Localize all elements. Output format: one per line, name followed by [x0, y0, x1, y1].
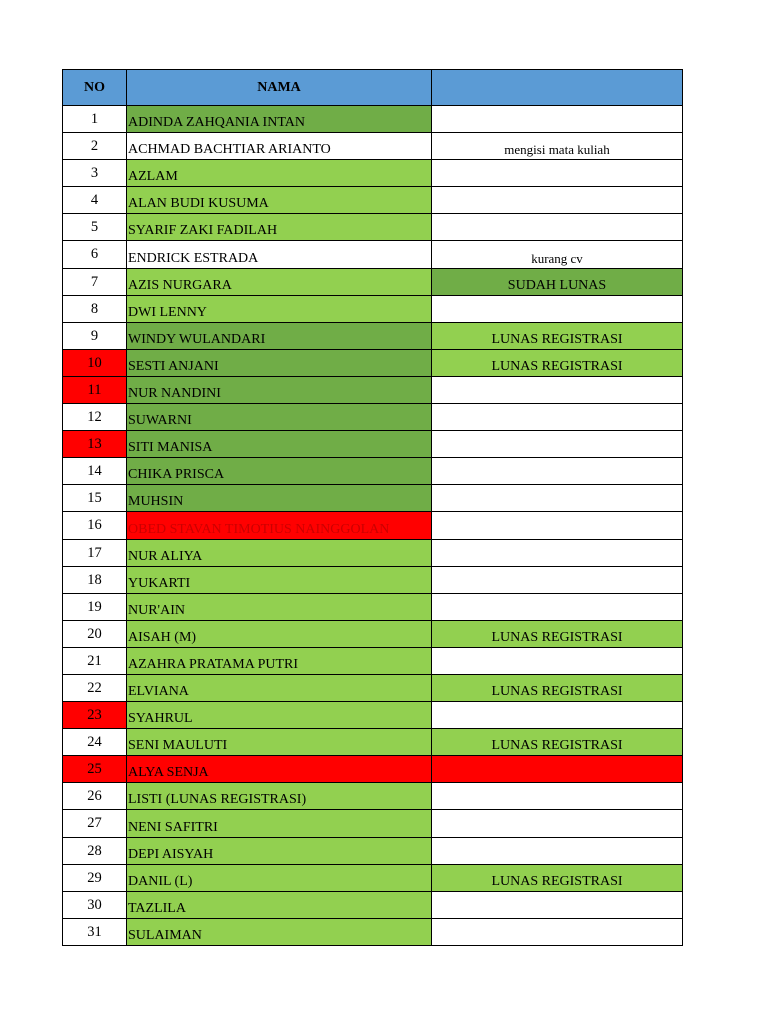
cell-keterangan[interactable]	[432, 891, 683, 918]
table-row	[63, 783, 683, 810]
table-row	[63, 241, 683, 268]
cell-keterangan[interactable]	[432, 295, 683, 322]
table-row	[63, 593, 683, 620]
cell-nama[interactable]: SULAIMAN	[127, 918, 432, 945]
table-row	[63, 674, 683, 701]
table-row	[63, 295, 683, 322]
cell-keterangan[interactable]: mengisi mata kuliah	[432, 133, 683, 160]
cell-keterangan[interactable]: kurang cv	[432, 241, 683, 268]
cell-no[interactable]: 17	[63, 539, 127, 566]
cell-keterangan[interactable]	[432, 431, 683, 458]
cell-nama[interactable]: SITI MANISA	[127, 431, 432, 458]
cell-nama[interactable]: LISTI (LUNAS REGISTRASI)	[127, 783, 432, 810]
cell-no[interactable]: 13	[63, 431, 127, 458]
table-row	[63, 106, 683, 133]
cell-no[interactable]: 8	[63, 295, 127, 322]
cell-nama[interactable]: ALAN BUDI KUSUMA	[127, 187, 432, 214]
cell-nama[interactable]: AISAH (M)	[127, 620, 432, 647]
cell-keterangan[interactable]: LUNAS REGISTRASI	[432, 729, 683, 756]
cell-no[interactable]: 30	[63, 891, 127, 918]
spreadsheet	[62, 69, 683, 946]
cell-keterangan[interactable]	[432, 539, 683, 566]
cell-no[interactable]: 2	[63, 133, 127, 160]
cell-keterangan[interactable]	[432, 376, 683, 403]
cell-keterangan[interactable]	[432, 647, 683, 674]
table-row	[63, 891, 683, 918]
table-row	[63, 837, 683, 864]
cell-nama[interactable]: ENDRICK ESTRADA	[127, 241, 432, 268]
cell-nama[interactable]: DEPI AISYAH	[127, 837, 432, 864]
cell-keterangan[interactable]: LUNAS REGISTRASI	[432, 620, 683, 647]
cell-keterangan[interactable]	[432, 458, 683, 485]
table-row	[63, 160, 683, 187]
cell-nama[interactable]: TAZLILA	[127, 891, 432, 918]
cell-no[interactable]: 25	[63, 756, 127, 783]
cell-no[interactable]: 5	[63, 214, 127, 241]
table-row	[63, 322, 683, 349]
cell-keterangan[interactable]	[432, 837, 683, 864]
cell-no[interactable]: 31	[63, 918, 127, 945]
cell-nama[interactable]: WINDY WULANDARI	[127, 322, 432, 349]
table-row	[63, 729, 683, 756]
table-row	[63, 187, 683, 214]
cell-keterangan[interactable]	[432, 918, 683, 945]
cell-nama[interactable]: YUKARTI	[127, 566, 432, 593]
cell-keterangan[interactable]	[432, 810, 683, 837]
cell-nama[interactable]: ALYA SENJA	[127, 756, 432, 783]
cell-keterangan[interactable]	[432, 106, 683, 133]
cell-no[interactable]: 10	[63, 349, 127, 376]
cell-nama[interactable]: NUR NANDINI	[127, 376, 432, 403]
table-row	[63, 376, 683, 403]
table-row	[63, 485, 683, 512]
cell-no[interactable]: 23	[63, 702, 127, 729]
cell-no[interactable]: 9	[63, 322, 127, 349]
table-row	[63, 214, 683, 241]
cell-nama[interactable]: ELVIANA	[127, 674, 432, 701]
table-row	[63, 620, 683, 647]
table-row	[63, 458, 683, 485]
cell-no[interactable]: 4	[63, 187, 127, 214]
cell-keterangan[interactable]: LUNAS REGISTRASI	[432, 349, 683, 376]
cell-keterangan[interactable]	[432, 702, 683, 729]
table-body	[63, 106, 683, 946]
cell-no[interactable]: 20	[63, 620, 127, 647]
table-row	[63, 349, 683, 376]
cell-nama[interactable]: SESTI ANJANI	[127, 349, 432, 376]
cell-keterangan[interactable]	[432, 593, 683, 620]
cell-nama[interactable]: NUR ALIYA	[127, 539, 432, 566]
cell-no[interactable]: 16	[63, 512, 127, 539]
cell-keterangan[interactable]	[432, 160, 683, 187]
cell-nama[interactable]: SYAHRUL	[127, 702, 432, 729]
cell-no[interactable]: 14	[63, 458, 127, 485]
cell-keterangan[interactable]	[432, 187, 683, 214]
cell-nama[interactable]: SUWARNI	[127, 404, 432, 431]
table-row	[63, 404, 683, 431]
cell-no[interactable]: 19	[63, 593, 127, 620]
table-row	[63, 864, 683, 891]
cell-no[interactable]: 12	[63, 404, 127, 431]
cell-keterangan[interactable]: LUNAS REGISTRASI	[432, 322, 683, 349]
table-row	[63, 268, 683, 295]
table-row	[63, 133, 683, 160]
cell-keterangan[interactable]	[432, 512, 683, 539]
table-row	[63, 918, 683, 945]
cell-keterangan[interactable]	[432, 485, 683, 512]
cell-no[interactable]: 1	[63, 106, 127, 133]
cell-nama[interactable]: NUR'AIN	[127, 593, 432, 620]
cell-nama[interactable]: DWI LENNY	[127, 295, 432, 322]
cell-no[interactable]: 24	[63, 729, 127, 756]
table-row	[63, 539, 683, 566]
cell-keterangan[interactable]: SUDAH LUNAS	[432, 268, 683, 295]
header-no[interactable]: NO	[63, 70, 127, 106]
cell-nama[interactable]: AZIS NURGARA	[127, 268, 432, 295]
cell-keterangan[interactable]	[432, 756, 683, 783]
cell-no[interactable]: 27	[63, 810, 127, 837]
cell-no[interactable]: 18	[63, 566, 127, 593]
cell-keterangan[interactable]: LUNAS REGISTRASI	[432, 864, 683, 891]
cell-nama[interactable]: SENI MAULUTI	[127, 729, 432, 756]
cell-no[interactable]: 3	[63, 160, 127, 187]
cell-nama[interactable]: CHIKA PRISCA	[127, 458, 432, 485]
cell-keterangan[interactable]	[432, 783, 683, 810]
cell-keterangan[interactable]: LUNAS REGISTRASI	[432, 674, 683, 701]
cell-keterangan[interactable]	[432, 566, 683, 593]
student-table	[62, 69, 683, 946]
cell-no[interactable]: 29	[63, 864, 127, 891]
table-row	[63, 647, 683, 674]
header-keterangan[interactable]	[432, 70, 683, 106]
header-row	[63, 70, 683, 106]
cell-no[interactable]: 26	[63, 783, 127, 810]
cell-nama[interactable]: ADINDA ZAHQANIA INTAN	[127, 106, 432, 133]
cell-no[interactable]: 21	[63, 647, 127, 674]
cell-nama[interactable]: AZAHRA PRATAMA PUTRI	[127, 647, 432, 674]
table-row	[63, 810, 683, 837]
cell-no[interactable]: 7	[63, 268, 127, 295]
cell-nama[interactable]: AZLAM	[127, 160, 432, 187]
table-row	[63, 756, 683, 783]
cell-nama[interactable]: DANIL (L)	[127, 864, 432, 891]
cell-no[interactable]: 28	[63, 837, 127, 864]
table-row	[63, 512, 683, 539]
cell-nama[interactable]: OBED STAVAN TIMOTIUS NAINGGOLAN	[127, 512, 432, 539]
header-nama[interactable]: NAMA	[127, 70, 432, 106]
cell-no[interactable]: 15	[63, 485, 127, 512]
cell-nama[interactable]: MUHSIN	[127, 485, 432, 512]
cell-no[interactable]: 11	[63, 376, 127, 403]
table-row	[63, 431, 683, 458]
cell-nama[interactable]: SYARIF ZAKI FADILAH	[127, 214, 432, 241]
table-row	[63, 566, 683, 593]
cell-nama[interactable]: ACHMAD BACHTIAR ARIANTO	[127, 133, 432, 160]
cell-no[interactable]: 6	[63, 241, 127, 268]
cell-keterangan[interactable]	[432, 214, 683, 241]
table-row	[63, 702, 683, 729]
cell-no[interactable]: 22	[63, 674, 127, 701]
cell-nama[interactable]: NENI SAFITRI	[127, 810, 432, 837]
cell-keterangan[interactable]	[432, 404, 683, 431]
